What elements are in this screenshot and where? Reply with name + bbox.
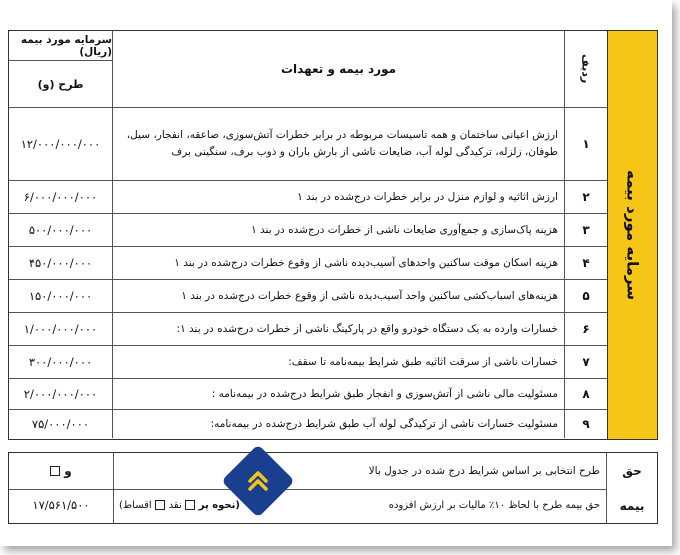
row-amount: ۶/۰۰۰/۰۰۰/۰۰۰ (9, 181, 113, 213)
premium-label (607, 453, 657, 523)
table-header-row (9, 31, 607, 108)
pay-installment-option[interactable] (119, 500, 165, 511)
row-amount: ۵۰۰/۰۰۰/۰۰۰ (9, 214, 113, 246)
row-description: ارزش اثاثیه و لوازم منزل در برابر خطرات درج‌شده در بند ۱ (113, 181, 565, 213)
coverage-table (8, 30, 658, 440)
row-amount: ۷۵/۰۰۰/۰۰۰ (9, 410, 113, 438)
row-number: ۱ (582, 137, 590, 151)
row-description: خسارات وارده به یک دستگاه خودرو واقع در پارکینگ ناشی از خطرات درج‌شده در بند ۱: (113, 313, 565, 345)
description-header: مورد بیمه و تعهدات (113, 31, 565, 107)
plan-description: طرح انتخابی بر اساس شرایط درج شده در جدول بالا (113, 453, 606, 490)
plan-checkbox[interactable] (50, 466, 60, 476)
row-number: ۸ (582, 387, 590, 401)
pay-cash-label: نقد (168, 499, 182, 511)
premium-description-row (113, 487, 606, 523)
premium-amount-column (9, 453, 114, 523)
table-row (9, 410, 607, 438)
payment-method-label: (نحوه پر (198, 499, 240, 511)
premium-description: حق بیمه طرح با لحاظ ۱۰٪ مالیات بر ارزش افزوده (388, 499, 600, 511)
premium-amount: ۱۷/۵۶۱/۵۰۰ (32, 498, 90, 512)
row-description: هزینه پاک‌سازی و جمع‌آوری ضایعات ناشی از خطرات درج‌شده در بند ۱ (113, 214, 565, 246)
row-amount: ۳۰۰/۰۰۰/۰۰۰ (9, 346, 113, 378)
side-band (607, 31, 657, 439)
pay-cash-option[interactable] (169, 500, 195, 511)
pay-installment-label: اقساط) (119, 499, 152, 511)
double-chevron-up-icon (243, 466, 273, 496)
row-number: ۶ (582, 322, 590, 336)
row-number: ۵ (582, 289, 590, 303)
row-amount: ۲/۰۰۰/۰۰۰/۰۰۰ (9, 379, 113, 409)
amount-header (9, 31, 113, 107)
row-amount: ۱۵۰/۰۰۰/۰۰۰ (9, 280, 113, 312)
row-number: ۷ (582, 355, 590, 369)
plan-label: و (64, 464, 72, 478)
row-description: خسارات ناشی از سرقت اثاثیه طبق شرایط بیمه‌نامه تا سقف: (113, 346, 565, 378)
amount-header-plan: طرح (و) (37, 77, 84, 91)
row-number-header: ردیف (579, 54, 593, 84)
table-row (9, 346, 607, 379)
plan-selector (9, 453, 113, 490)
row-amount: ۱/۰۰۰/۰۰۰/۰۰۰ (9, 313, 113, 345)
premium-label-line1: حق (622, 463, 642, 478)
row-amount: ۴۵۰/۰۰۰/۰۰۰ (9, 247, 113, 279)
table-row (9, 379, 607, 410)
table-row (9, 181, 607, 214)
row-number: ۲ (582, 190, 590, 204)
premium-table (8, 452, 658, 524)
row-description: هزینه اسکان موقت ساکنین واحدهای آسیب‌دیده ناشی از وقوع خطرات درج‌شده در بند ۱ (113, 247, 565, 279)
pay-cash-checkbox[interactable] (185, 500, 195, 510)
row-description: هزینه‌های اسباب‌کشی ساکنین واحد آسیب‌دیده ناشی از وقوع خطرات درج‌شده در بند ۱ (113, 280, 565, 312)
table-row (9, 280, 607, 313)
pay-installment-checkbox[interactable] (155, 500, 165, 510)
row-amount: ۱۲/۰۰۰/۰۰۰/۰۰۰ (9, 108, 113, 180)
premium-description-column (113, 453, 607, 523)
side-band-label: سرمایه مورد بیمه (623, 169, 642, 301)
premium-label-line2: بیمه (619, 498, 645, 513)
row-description: ارزش اعیانی ساختمان و همه تاسیسات مربوطه در برابر خطرات آتش‌سوزی، صاعقه، انفجار، سیل، طوفان، زلزله، ترکیدگی لوله آب، ضایعات ناشی از بارش باران و ذوب برف، سنگینی برف (113, 108, 565, 180)
table-row (9, 214, 607, 247)
row-description: مسئولیت مالی ناشی از آتش‌سوزی و انفجار طبق شرایط درج‌شده در بیمه‌نامه : (113, 379, 565, 409)
amount-header-title: سرمایه مورد بیمه (ریال) (9, 31, 112, 61)
table-row (9, 108, 607, 181)
row-number: ۳ (582, 223, 590, 237)
row-number: ۹ (582, 417, 590, 431)
table-row (9, 247, 607, 280)
row-number: ۴ (582, 256, 590, 270)
row-description: مسئولیت خسارات ناشی از ترکیدگی لوله آب طبق شرایط درج‌شده در بیمه‌نامه: (113, 410, 565, 438)
table-row (9, 313, 607, 346)
